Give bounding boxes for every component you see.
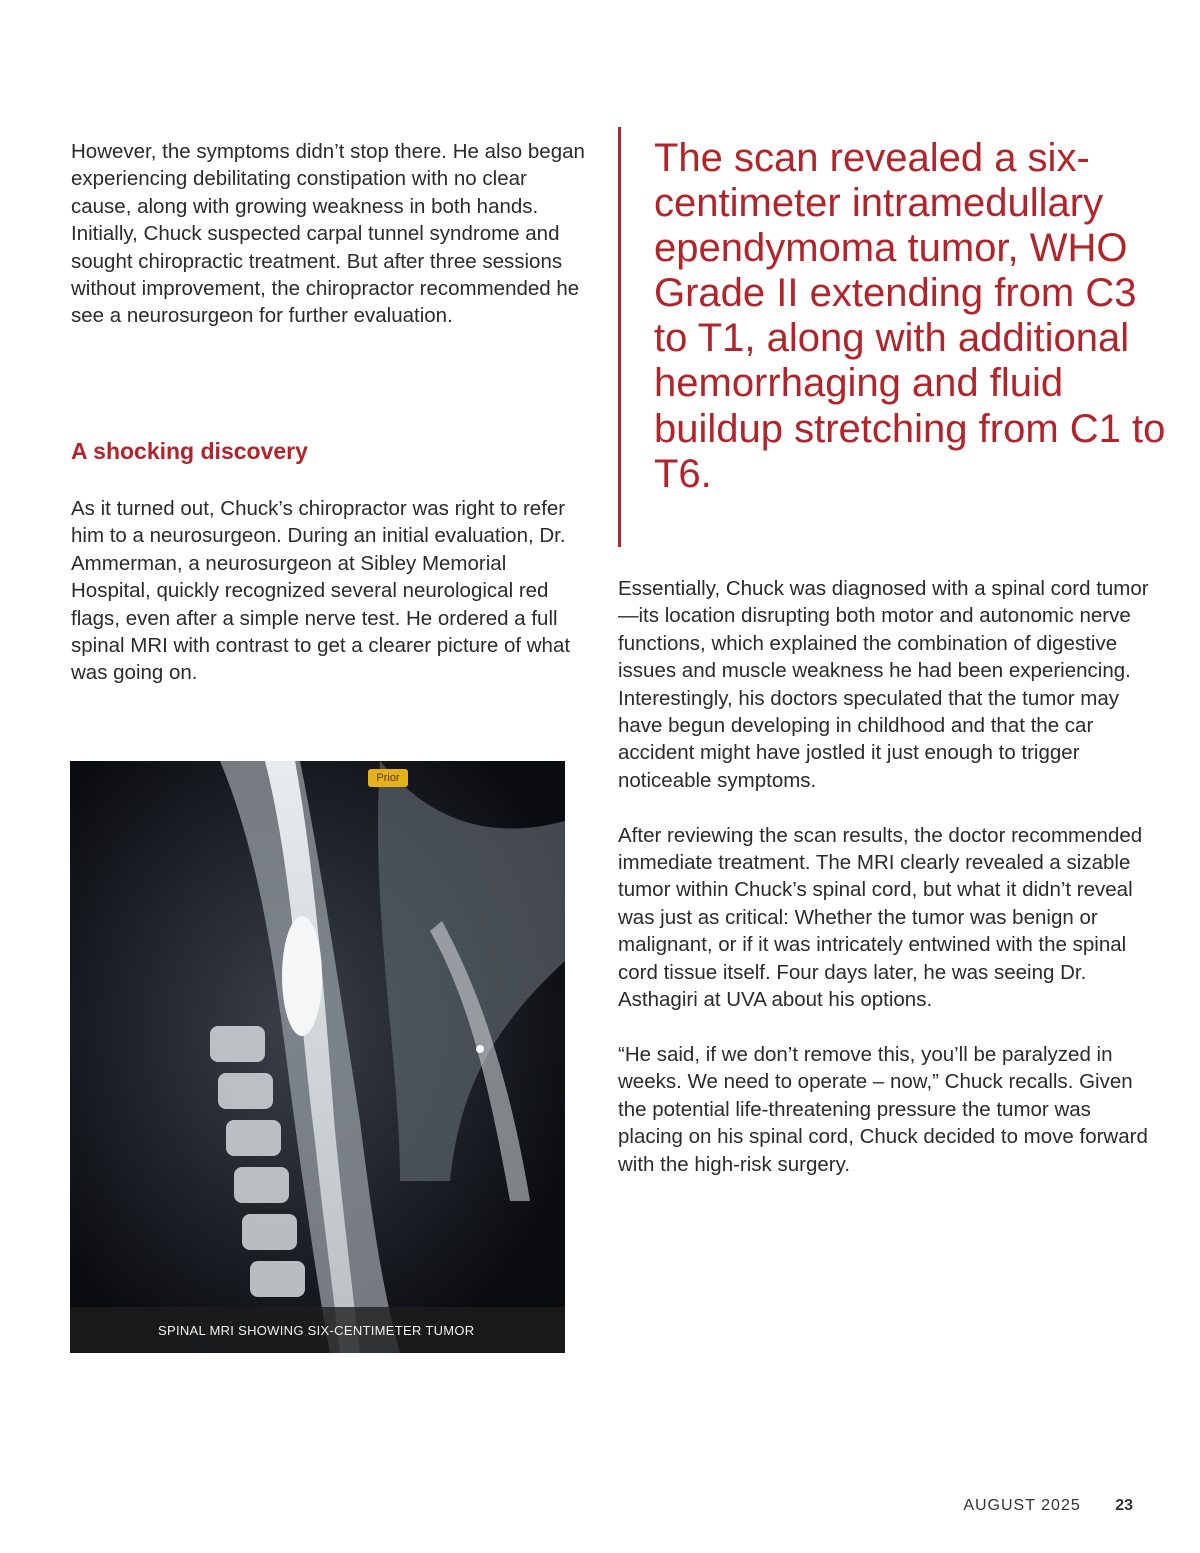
left-paragraph-1: However, the symptoms didn’t stop there. He also began experiencing debilitating constipation with no clear cause, along with growing weakness in both hands. Initially, Chuck suspected carpal tunnel syndrome and sought chiropractic treatment. But after three sessions without improvement, the chiropractor recommended he see a neurosurgeon for further evaluation. — [71, 140, 585, 328]
right-paragraph-1: Essentially, Chuck was diagnosed with a spinal cord tumor—its location disrupting both motor and autonomic nerve functions, which explained the combination of digestive issues and muscle weakness he had been experiencing. Interestingly, his doctors speculated that the tumor may have begun developing in childhood and that the car accident might have jostled it just enough to trigger noticeable symptoms. — [618, 577, 1149, 792]
right-paragraph-3: “He said, if we don’t remove this, you’ll be paralyzed in weeks. We need to operate – now,” Chuck recalls. Given the potential life-threatening pressure the tumor was placing on his spinal cord, Chuck decided to move forward with the high-risk surgery. — [618, 1042, 1148, 1176]
image-caption-bar — [70, 1307, 565, 1353]
pull-quote: The scan revealed a six-centimeter intramedullary ependymoma tumor, WHO Grade II extending from C3 to T1, along with additional hemorrhaging and fluid buildup stretching from C1 to T6. — [654, 136, 1166, 496]
pull-quote-rule — [618, 127, 621, 547]
image-caption: SPINAL MRI SHOWING SIX-CENTIMETER TUMOR — [158, 1323, 475, 1338]
right-paragraph-2: After reviewing the scan results, the doctor recommended immediate treatment. The MRI clearly revealed a sizable tumor within Chuck’s spinal cord, but what it didn’t reveal was just as critical: Whether the tumor was benign or malignant, or if it was intricately entwined with the spinal cord tissue itself. Four days later, he was seeing Dr. Asthagiri at UVA about his options. — [618, 823, 1143, 1012]
spine-mri-illustration — [70, 761, 565, 1353]
left-paragraph-2: As it turned out, Chuck’s chiropractor was right to refer him to a neurosurgeon. During an initial evaluation, Dr. Ammerman, a neurosurgeon at Sibley Memorial Hospital, quickly recognized several neurological red flags, even after a simple nerve test. He ordered a full spinal MRI with contrast to get a clearer picture of what was going on. — [71, 497, 571, 685]
page-footer — [963, 1497, 1133, 1515]
issue-date: AUGUST 2025 — [963, 1497, 1081, 1514]
left-column — [71, 138, 591, 685]
prior-tag: Prior — [368, 769, 408, 787]
mri-image — [70, 761, 565, 1353]
right-column — [618, 575, 1158, 1205]
section-heading: A shocking discovery — [71, 438, 308, 464]
page-number: 23 — [1115, 1497, 1133, 1514]
